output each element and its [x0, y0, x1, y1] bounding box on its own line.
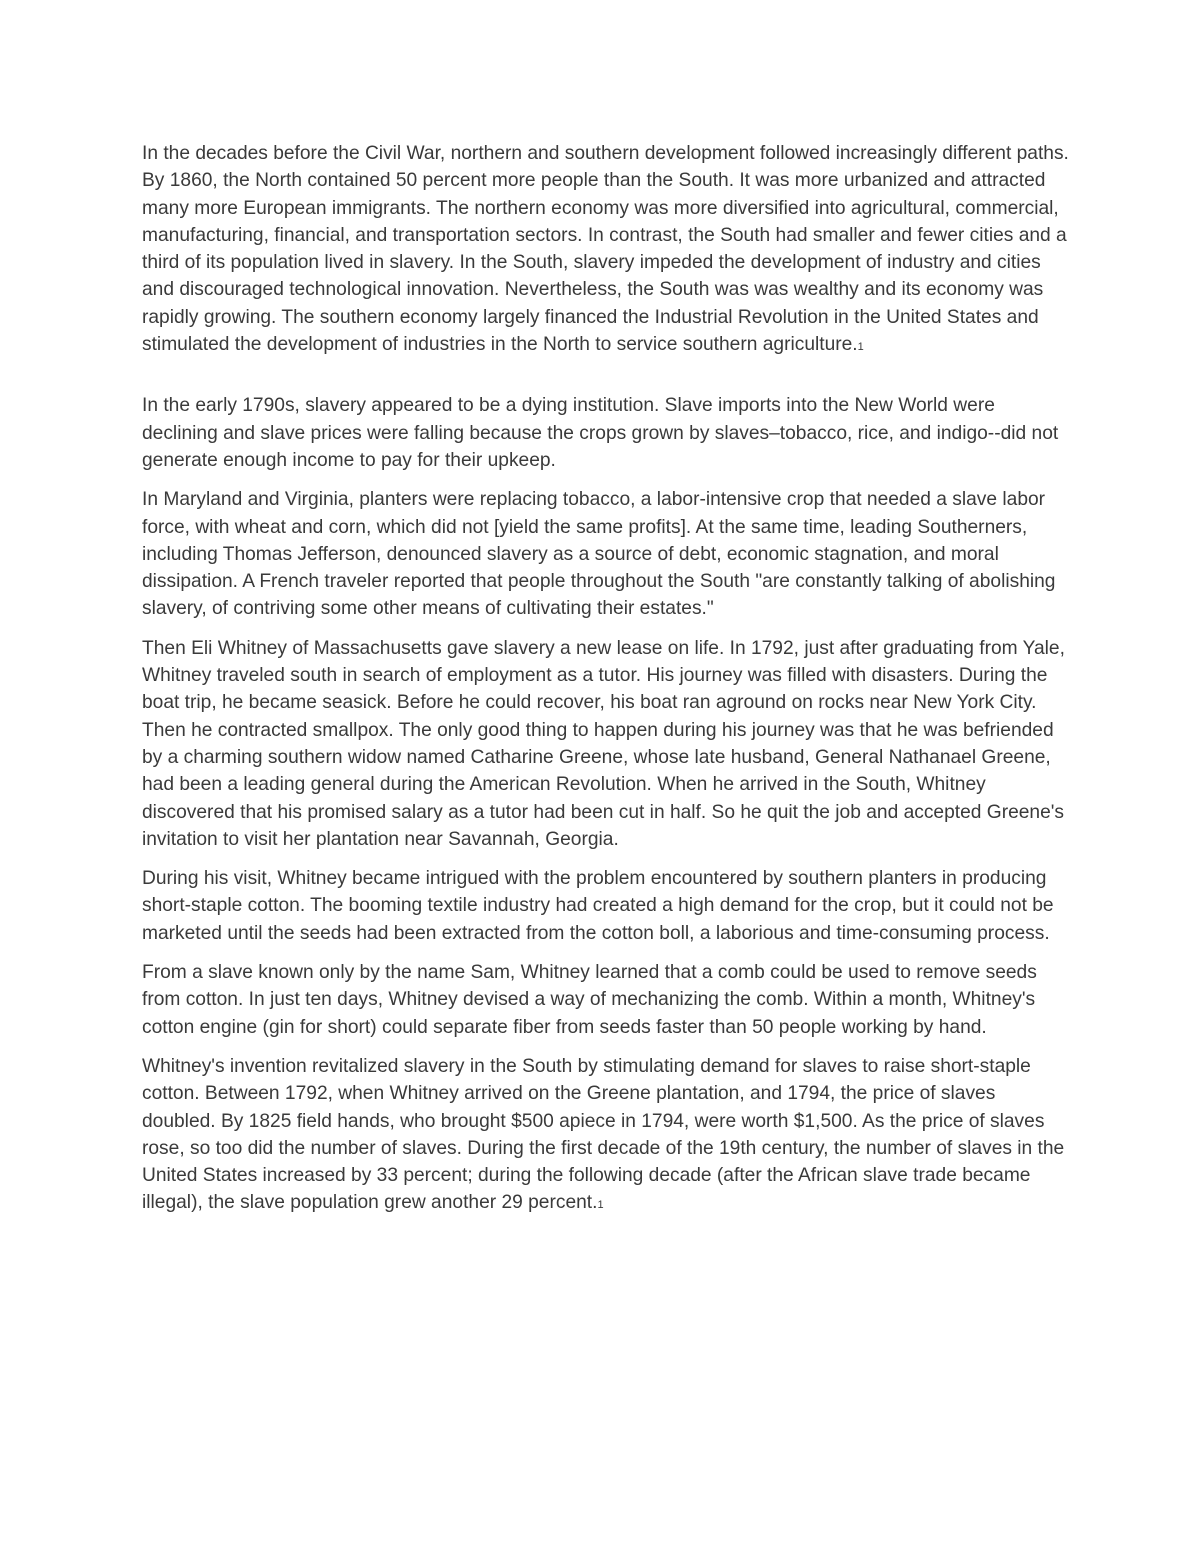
- paragraph-2: [142, 392, 1072, 474]
- paragraph-4-text: Then Eli Whitney of Massachusetts gave slavery a new lease on life. In 1792, just after graduating from Yale, Whitney traveled south in search of employment as a tutor. His journey was filled with disasters. During the boat trip, he became seasick. Before he could recover, his boat ran aground on rocks near New York City. Then he contracted smallpox. The only good thing to happen during his journey was that he was befriended by a charming southern widow named Catharine Greene, whose late husband, General Nathanael Greene, had been a leading general during the American Revolution. When he arrived in the South, Whitney discovered that his promised salary as a tutor had been cut in half. So he quit the job and accepted Greene's invitation to visit her plantation near Savannah, Georgia.: [142, 637, 1065, 850]
- paragraph-1-text: In the decades before the Civil War, northern and southern development followed increasingly different paths. By 1860, the North contained 50 percent more people than the South. It was more urbanized and attracted many more European immigrants. The northern economy was more diversified into agricultural, commercial, manufacturing, financial, and transportation sectors. In contrast, the South had smaller and fewer cities and a third of its population lived in slavery. In the South, slavery impeded the development of industry and cities and discouraged technological innovation. Nevertheless, the South was was wealthy and its economy was rapidly growing. The southern economy largely financed the Industrial Revolution in the United States and stimulated the development of industries in the North to service southern agriculture.: [142, 143, 1069, 356]
- paragraph-6: [142, 959, 1072, 1041]
- footnote-marker: 1: [857, 341, 864, 354]
- document-body: [142, 140, 1072, 1229]
- paragraph-2-text: In the early 1790s, slavery appeared to be a dying institution. Slave imports into the New World were declining and slave prices were falling because the crops grown by slaves–tobacco, rice, and indigo--did not generate enough income to pay for their upkeep.: [142, 395, 1059, 471]
- paragraph-5-text: During his visit, Whitney became intrigued with the problem encountered by southern planters in producing short-staple cotton. The booming textile industry had created a high demand for the crop, but it could not be marketed until the seeds had been extracted from the cotton boll, a laborious and time-consuming process.: [142, 868, 1054, 944]
- paragraph-3: [142, 486, 1072, 622]
- paragraph-7-text: Whitney's invention revitalized slavery in the South by stimulating demand for slaves to raise short-staple cotton. Between 1792, when Whitney arrived on the Greene plantation, and 1794, the price of slaves doubled. By 1825 field hands, who brought $500 apiece in 1794, were worth $1,500. As the price of slaves rose, so too did the number of slaves. During the first decade of the 19th century, the number of slaves in the United States increased by 33 percent; during the following decade (after the African slave trade became illegal), the slave population grew another 29 percent.: [142, 1055, 1065, 1214]
- paragraph-7: [142, 1053, 1072, 1217]
- paragraph-5: [142, 865, 1072, 947]
- paragraph-1: [142, 140, 1072, 358]
- footnote-marker: 1: [597, 1199, 604, 1212]
- paragraph-3-text: In Maryland and Virginia, planters were replacing tobacco, a labor-intensive crop that needed a slave labor force, with wheat and corn, which did not [yield the same profits]. At the same time, leading Southerners, including Thomas Jefferson, denounced slavery as a source of debt, economic stagnation, and moral dissipation. A French traveler reported that people throughout the South "are constantly talking of abolishing slavery, of contriving some other means of cultivating their estates.": [142, 489, 1056, 620]
- paragraph-4: [142, 635, 1072, 853]
- paragraph-6-text: From a slave known only by the name Sam, Whitney learned that a comb could be used to remove seeds from cotton. In just ten days, Whitney devised a way of mechanizing the comb. Within a month, Whitney's cotton engine (gin for short) could separate fiber from seeds faster than 50 people working by hand.: [142, 962, 1037, 1038]
